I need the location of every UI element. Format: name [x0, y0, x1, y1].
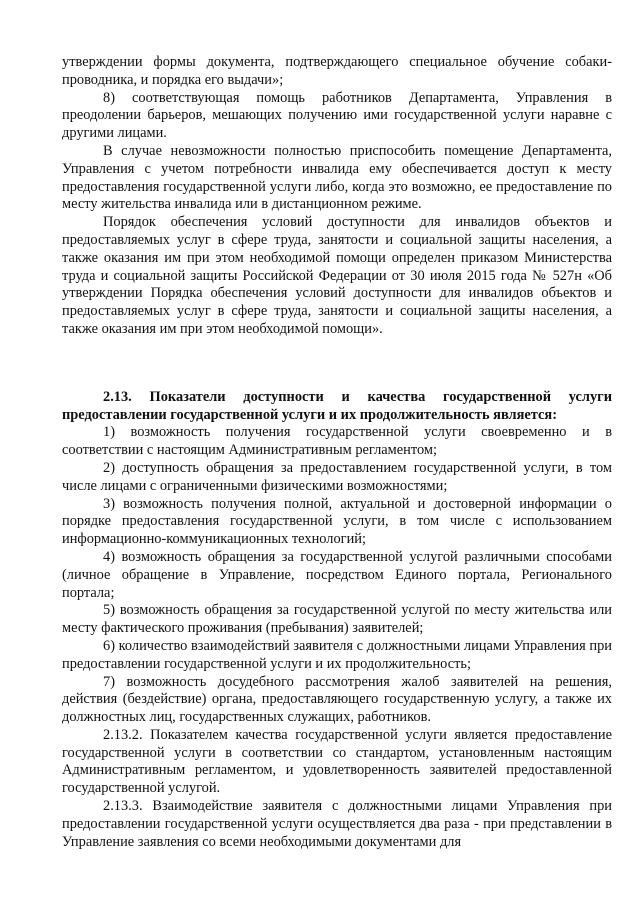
body-paragraph: утверждении формы документа, подтверждающего специальное обучение собаки-проводника, и порядка его выдачи»; [62, 54, 612, 88]
body-paragraph: 7) возможность досудебного рассмотрения жалоб заявителей на решения, действия (бездействие) органа, предоставляющего государственную услугу, а также их должностных лиц, государственных служащих, работников. [62, 673, 612, 726]
body-paragraph: 6) количество взаимодействий заявителя с должностными лицами Управления при предоставлении государственной услуги и их продолжительность; [62, 637, 612, 672]
body-paragraph: 2.13.2. Показателем качества государственной услуги является предоставление государственной услуги в соответствии со стандартом, установленным настоящим Административным регламентом, и удовлетворенность заявителей предоставленной государственной услугой. [62, 726, 612, 797]
body-paragraph: 1) возможность получения государственной услуги своевременно и в соответствии с настоящим Административным регламентом; [62, 424, 612, 459]
body-paragraph: 2) доступность обращения за предоставлением государственной услуги, в том числе лицами с ограниченными физическими возможностями; [62, 459, 612, 494]
body-paragraph: 8) соответствующая помощь работников Департамента, Управления в преодолении барьеров, мешающих получению ими государственной услуги наравне с другими лицами. [62, 89, 612, 142]
body-paragraph: Порядок обеспечения условий доступности для инвалидов объектов и предоставляемых услуг в сфере труда, занятости и социальной защиты населения, а также оказания им при этом необходимой помощи определен приказом Министерства труда и социальной защиты Российской Федерации от 30 июля 2015 года № 527н «Об утверждении Порядка обеспечения условий доступности для инвалидов объектов и предоставляемых услуг в сфере труда, занятости и социальной защиты населения, а также оказания им при этом необходимой помощи». [62, 214, 612, 337]
body-paragraph: 3) возможность получения полной, актуальной и достоверной информации о порядке предоставления государственной услуги, в том числе с использованием информационно-коммуникационных технологий; [62, 495, 612, 548]
body-paragraph: 5) возможность обращения за государственной услугой по месту жительства или месту фактического проживания (пребывания) заявителей; [62, 602, 612, 637]
body-paragraph: 4) возможность обращения за государственной услугой различными способами (личное обращение в Управление, посредством Единого портала, Регионального портала; [62, 548, 612, 601]
body-paragraph: В случае невозможности полностью приспособить помещение Департамента, Управления с учетом потребности инвалида ему обеспечивается доступ к месту предоставления государственной услуги либо, когда это возможно, ее предоставление по месту жительства инвалида или в дистанционном режиме. [62, 142, 612, 213]
section-heading: 2.13. Показатели доступности и качества государственной услуги предоставлении государственной услуги и их продолжительность является: [62, 388, 612, 423]
paragraph-spacer [62, 355, 612, 373]
body-paragraph: 2.13.3. Взаимодействие заявителя с должностными лицами Управления при предоставлении государственной услуги осуществляется два раза - при представлении в Управление заявления со всеми необходимыми документами для [62, 798, 612, 850]
